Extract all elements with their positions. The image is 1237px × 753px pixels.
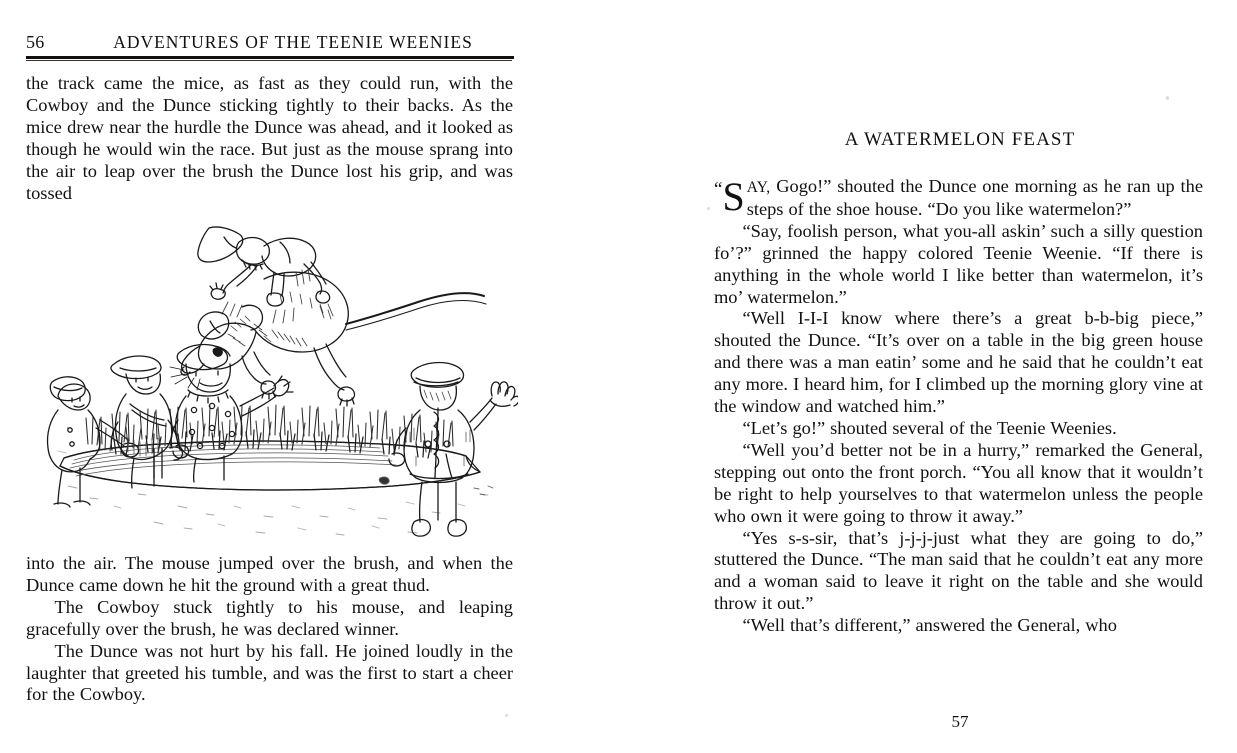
paragraph: The Cowboy stuck tightly to his mouse, and leaping gracefully over the brush, he was declared winner. [26,596,513,639]
paragraph: The Dunce was not hurt by his fall. He joined loudly in the laughter that greeted his tumble, and was the first to start a cheer for the Cowboy. [26,640,513,705]
paragraph-text: Gogo!” shouted the Dunce one morning as he ran up the steps of the shoe house. “Do you like watermelon?” [746,176,1203,219]
left-column-bottom-text [26,553,513,706]
paragraph: the track came the mice, as fast as they could run, with the Cowboy and the Dunce sticking tightly to their backs. As the mice drew near the hurdle the Dunce was ahead, and it looked as though he would win the race. But just as the mouse sprang into the air to leap over the brush the Dunce lost his grip, and was tossed [26,73,513,203]
paragraph: “Let’s go!” shouted several of the Teenie Weenies. [742,417,1117,438]
left-page [26,0,516,753]
paragraph: “Well you’d better not be in a hurry,” remarked the General, stepping out onto the front porch. “You all know that it wouldn’t be right to help yourselves to that watermelon unless the people who own it were going to throw it away.” [714,439,1203,526]
drop-cap: S [722,174,745,219]
right-page [714,0,1206,753]
running-head-left [26,31,516,57]
paragraph-with-dropcap [714,176,1203,221]
paragraph: “Well that’s different,” answered the General, who [742,615,1117,636]
chapter-title: A WATERMELON FEAST [844,129,1076,150]
scrub-brush-hurdle [60,405,480,490]
running-head-title: ADVENTURES OF THE TEENIE WEENIES [113,32,473,52]
paragraph: “Well I-I-I know where there’s a great b-b-big piece,” shouted the Dunce. “It’s over on a table in the big green house and there was a man eatin’ some and he said that he couldn’t eat any more. I heard him, for I climbed up the morning glory vine at the window and watched him.” [714,308,1203,417]
page-number-right: 57 [951,712,969,731]
page-number-left: 56 [26,32,45,52]
paragraph: into the air. The mouse jumped over the brush, and when the Dunce came down he hit the ground with a great thud. [26,553,513,595]
scan-speck [1166,96,1169,100]
scan-speck [505,714,508,717]
left-column-top-text [26,73,513,204]
scan-speck [707,207,710,210]
dropcap-smallcaps: AY, [746,179,771,196]
paragraph: “Say, foolish person, what you-all askin’ such a silly question fo’?” grinned the happy colored Teenie Weenie. “If there is anything in the whole world I like better than watermelon, it’s mo’ watermelon.” [714,220,1203,307]
paragraph: “Yes s-s-sir, that’s j-j-j-just what they are going to do,” stuttered the Dunce. “The man said that he couldn’t eat any more and a woman said to leave it right on the table and she would throw it out.” [714,527,1203,614]
illustration-mouse-hurdle [28,206,518,546]
right-column-text [714,176,1203,637]
header-rule-thin [26,60,512,61]
open-quote: “ [714,179,723,200]
